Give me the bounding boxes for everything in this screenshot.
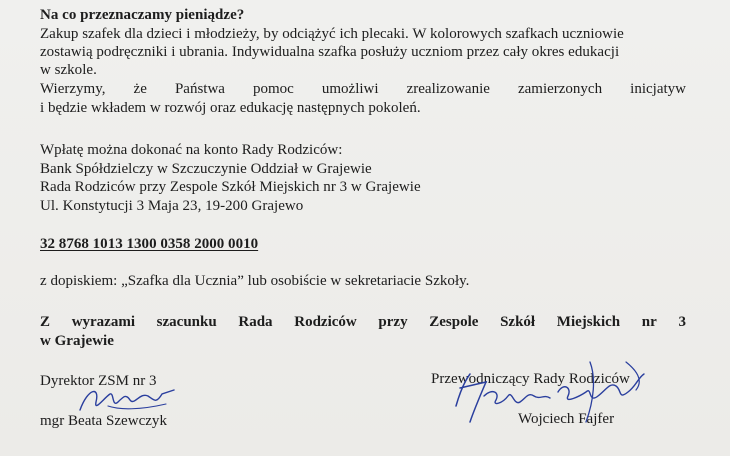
left-signatory-name: mgr Beata Szewczyk	[40, 413, 167, 429]
word: umożliwi	[321, 81, 379, 97]
paragraph-line: w szkole.	[40, 62, 97, 78]
justified-paragraph-line	[40, 80, 686, 98]
right-signatory-title: Przewodniczący Rady Rodziców	[431, 371, 630, 387]
word: przy	[378, 314, 408, 330]
word: zamierzonych	[517, 81, 603, 97]
payment-intro: Wpłatę można dokonać na konto Rady Rodziców:	[40, 142, 343, 158]
section-heading: Na co przeznaczamy pieniądze?	[40, 7, 245, 23]
paragraph-line: Zakup szafek dla dzieci i młodzieży, by odciążyć ich plecaki. W kolorowych szafkach uczniowie	[40, 26, 624, 42]
left-signatory-title: Dyrektor ZSM nr 3	[40, 373, 157, 389]
bank-account-number: 32 8768 1013 1300 0358 2000 0010	[40, 236, 259, 252]
word: Rodziców	[294, 314, 357, 330]
word: Zespole	[429, 314, 479, 330]
recipient-name: Rada Rodziców przy Zespole Szkół Miejskich nr 3 w Grajewie	[40, 179, 421, 195]
recipient-address: Ul. Konstytucji 3 Maja 23, 19-200 Grajewo	[40, 198, 304, 214]
word: Rada	[238, 314, 273, 330]
word: wyrazami	[71, 314, 135, 330]
word: pomoc	[253, 81, 294, 97]
word: Z	[40, 314, 51, 330]
transfer-note: z dopiskiem: „Szafka dla Ucznia” lub osobiście w sekretariacie Szkoły.	[40, 273, 470, 289]
word: Państwa	[174, 81, 225, 97]
word: 3	[678, 314, 686, 330]
closing-line: w Grajewie	[40, 333, 114, 349]
word: zrealizowanie	[406, 81, 490, 97]
paragraph-line: zostawią podręczniki i ubrania. Indywidualna szafka posłuży uczniom przez cały okres edukacji	[40, 44, 620, 60]
word: inicjatyw	[630, 81, 686, 97]
paragraph-line: i będzie wkładem w rozwój oraz edukację następnych pokoleń.	[40, 100, 421, 116]
word: Wierzymy,	[40, 81, 106, 97]
word: że	[133, 81, 147, 97]
word: Szkół	[500, 314, 536, 330]
word: Miejskich	[556, 314, 621, 330]
bank-name: Bank Spółdzielczy w Szczuczynie Oddział w Grajewie	[40, 161, 372, 177]
word: nr	[641, 314, 657, 330]
word: szacunku	[156, 314, 217, 330]
right-signatory-name: Wojciech Fajfer	[518, 411, 615, 427]
closing-line	[40, 313, 686, 331]
